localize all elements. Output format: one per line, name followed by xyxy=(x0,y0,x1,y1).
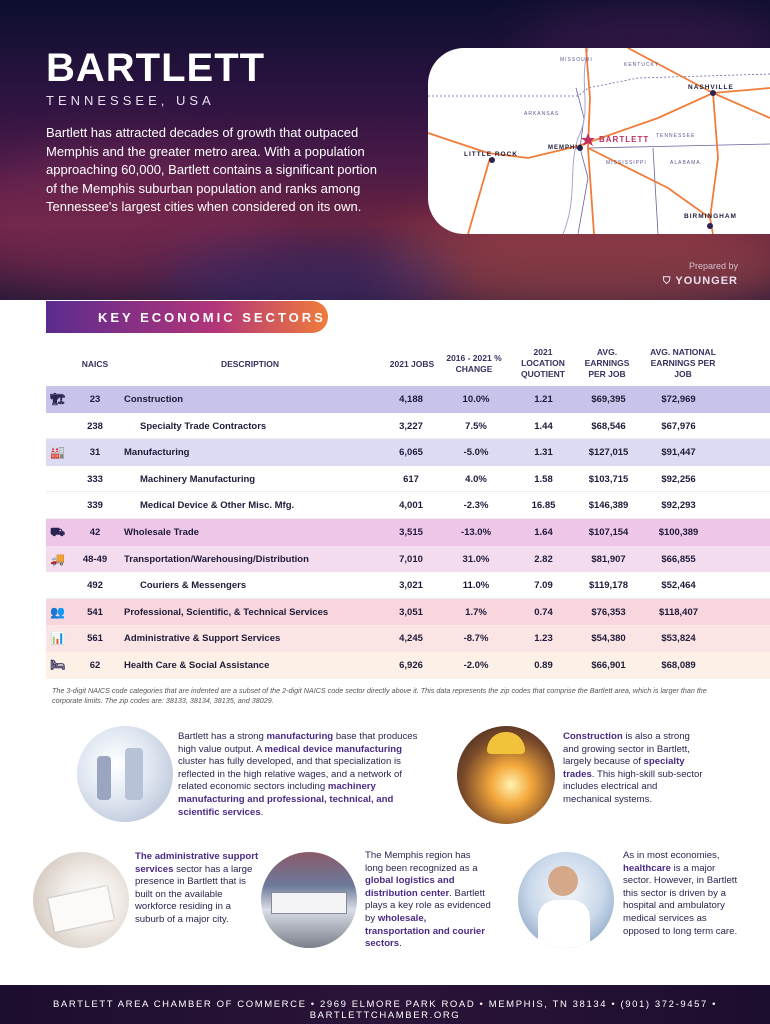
map-label-mississippi: MISSISSIPPI xyxy=(606,160,647,166)
map-label-birmingham: BIRMINGHAM xyxy=(684,213,737,220)
jobs-cell: 6,065 xyxy=(399,447,423,459)
description-cell: Specialty Trade Contractors xyxy=(140,420,267,432)
hero-banner xyxy=(0,0,770,300)
shield-icon: ⛉ xyxy=(662,276,672,287)
location-quotient-cell: 1.44 xyxy=(534,420,553,432)
change-cell: -13.0% xyxy=(460,527,492,538)
blurb-text: . xyxy=(260,806,264,818)
col-location-quotient: 2021 LOCATION QUOTIENT xyxy=(521,347,565,379)
earnings-cell: $107,154 xyxy=(588,527,629,538)
location-quotient-cell: 1.21 xyxy=(534,394,553,405)
map-label-nashville: NASHVILLE xyxy=(688,84,734,91)
earnings-cell: $127,015 xyxy=(588,447,629,459)
description-cell: Professional, Scientific, & Technical Services xyxy=(124,606,329,618)
blurb-text: . Bartlett plays a key role as evidenced by xyxy=(365,887,491,924)
naics-cell: 339 xyxy=(87,500,103,512)
hand-truck-icon: ⛟ xyxy=(50,525,66,539)
blurb-highlight: The administrative support services xyxy=(135,851,259,875)
blurb-text: base that produces high value output. A xyxy=(178,731,418,755)
naics-cell: 62 xyxy=(89,660,101,671)
location-quotient-cell: 7.09 xyxy=(534,580,553,592)
blurb-text: is a major sector. However, in Bartlett this sector is driven by a hospital and ambulatory medical services as opposed to long term care. xyxy=(623,862,738,937)
manufacturing-photo xyxy=(77,726,173,822)
blurb-text: cluster has fully developed, and that specialization is reflected in the high relative wages, and a network of related economic sectors including xyxy=(178,756,402,793)
people-icon: 👥 xyxy=(50,604,65,619)
description-cell: Machinery Manufacturing xyxy=(140,473,256,485)
jobs-cell: 4,188 xyxy=(399,394,423,405)
jobs-cell: 617 xyxy=(403,473,419,485)
page-subtitle: TENNESSEE, USA xyxy=(46,93,215,108)
national-earnings-cell: $72,969 xyxy=(661,394,696,405)
jobs-cell: 3,051 xyxy=(399,606,423,618)
earnings-cell: $68,546 xyxy=(591,420,626,432)
footer-bar: BARTLETT AREA CHAMBER OF COMMERCE • 2969 ELMORE PARK ROAD • MEMPHIS, TN 38134 • (901) 372-9457 • BARTLETTCHAMBER.ORG xyxy=(0,985,770,1024)
national-earnings-cell: $92,293 xyxy=(661,500,696,512)
map-label-kentucky: KENTUCKY xyxy=(624,62,660,68)
construction-photo xyxy=(457,726,555,824)
description-cell: Wholesale Trade xyxy=(124,527,199,538)
national-earnings-cell: $118,407 xyxy=(658,606,699,618)
naics-cell: 492 xyxy=(87,580,103,592)
table-row xyxy=(46,546,770,573)
naics-cell: 541 xyxy=(87,606,103,618)
administrative-blurb xyxy=(135,851,259,927)
location-quotient-cell: 1.23 xyxy=(534,633,553,645)
table-row xyxy=(46,519,770,546)
location-quotient-cell: 0.74 xyxy=(534,606,553,618)
jobs-cell: 3,021 xyxy=(399,580,423,592)
earnings-cell: $69,395 xyxy=(591,394,626,405)
table-row xyxy=(46,413,770,440)
blurb-highlight: manufacturing xyxy=(266,731,334,742)
naics-cell: 42 xyxy=(89,527,101,538)
administrative-photo xyxy=(33,852,129,948)
sectors-heading: KEY ECONOMIC SECTORS xyxy=(46,301,328,333)
jobs-cell: 6,926 xyxy=(399,660,423,671)
table-row xyxy=(46,625,770,652)
jobs-cell: 7,010 xyxy=(399,553,423,565)
blurb-highlight: machinery manufacturing and professional, technical, and scientific services xyxy=(178,781,394,818)
description-cell: Couriers & Messengers xyxy=(140,580,247,592)
description-cell: Manufacturing xyxy=(124,447,190,459)
national-earnings-cell: $100,389 xyxy=(658,527,699,538)
map-label-little-rock: LITTLE ROCK xyxy=(464,151,518,158)
location-quotient-cell: 0.89 xyxy=(534,660,553,671)
description-cell: Transportation/Warehousing/Distribution xyxy=(124,553,309,565)
national-earnings-cell: $52,464 xyxy=(661,580,696,592)
col-naics: NAICS xyxy=(81,359,109,369)
logistics-photo xyxy=(261,852,357,948)
earnings-cell: $119,178 xyxy=(588,580,629,592)
blurb-text: . xyxy=(399,938,402,950)
national-earnings-cell: $66,855 xyxy=(661,553,696,565)
change-cell: -5.0% xyxy=(463,447,489,459)
jobs-cell: 4,245 xyxy=(399,633,423,645)
description-cell: Construction xyxy=(124,394,184,405)
blurb-text: Bartlett has a strong xyxy=(178,731,267,742)
naics-cell: 333 xyxy=(87,473,103,485)
change-cell: 31.0% xyxy=(462,553,490,565)
national-earnings-cell: $68,089 xyxy=(661,660,696,671)
earnings-cell: $81,907 xyxy=(591,553,626,565)
table-row xyxy=(46,466,770,493)
naics-cell: 238 xyxy=(87,420,103,432)
map-label-missouri: MISSOURI xyxy=(560,57,593,63)
earnings-cell: $54,380 xyxy=(591,633,626,645)
change-cell: 4.0% xyxy=(465,473,487,485)
earnings-cell: $103,715 xyxy=(588,473,629,485)
table-row xyxy=(46,572,770,599)
blurb-text: is also a strong and growing sector in Bartlett, largely because of xyxy=(563,731,690,768)
col-national-earnings: AVG. NATIONAL EARNINGS PER JOB xyxy=(650,347,716,379)
change-cell: 11.0% xyxy=(462,580,490,592)
naics-cell: 23 xyxy=(89,394,101,405)
logistics-blurb xyxy=(365,850,491,951)
naics-cell: 31 xyxy=(89,447,101,459)
blurb-highlight: medical device manufacturing xyxy=(264,743,402,755)
national-earnings-cell: $67,976 xyxy=(661,420,696,432)
map-label-tennessee: TENNESSEE xyxy=(656,133,696,139)
construction-blurb xyxy=(563,731,703,807)
blurb-highlight: healthcare xyxy=(623,862,671,874)
change-cell: -2.3% xyxy=(463,500,489,512)
prepared-org: YOUNGER xyxy=(675,275,738,287)
description-cell: Administrative & Support Services xyxy=(124,633,281,645)
hospital-bed-icon: 🛏 xyxy=(50,658,66,672)
change-cell: 1.7% xyxy=(465,606,487,618)
table-row xyxy=(46,599,770,626)
earnings-cell: $66,901 xyxy=(591,660,626,671)
blurb-text: As in most economies, xyxy=(623,850,720,861)
blurb-text: The Memphis region has long been recognized as a xyxy=(365,850,478,874)
table-row xyxy=(46,386,770,413)
change-cell: 10.0% xyxy=(462,394,490,405)
national-earnings-cell: $91,447 xyxy=(661,447,696,459)
description-cell: Medical Device & Other Misc. Mfg. xyxy=(140,500,295,512)
location-quotient-cell: 2.82 xyxy=(534,553,553,565)
location-quotient-cell: 1.58 xyxy=(534,473,553,485)
page-title: BARTLETT xyxy=(46,46,266,90)
map-label-memphis: MEMPHIS xyxy=(548,145,584,151)
blurb-highlight: global logistics and distribution center xyxy=(365,875,455,899)
earnings-cell: $76,353 xyxy=(591,606,626,618)
col-change: 2016 - 2021 % CHANGE xyxy=(446,353,502,374)
healthcare-photo xyxy=(518,852,614,948)
national-earnings-cell: $53,824 xyxy=(661,633,696,645)
intro-text: Bartlett has attracted decades of growth that outpaced Memphis and the greater metro area. With a population approaching 60,000, Bartlett contains a significant portion of the Memphis suburban population and ranks among Tennessee's largest cities when considered on its own. xyxy=(46,125,377,214)
location-quotient-cell: 16.85 xyxy=(531,500,556,512)
manufacturing-blurb xyxy=(178,731,430,819)
jobs-cell: 3,515 xyxy=(399,527,423,538)
blurb-highlight: specialty trades xyxy=(563,756,685,780)
table-row xyxy=(46,652,770,679)
map-label-alabama: ALABAMA xyxy=(670,160,701,166)
location-quotient-cell: 1.64 xyxy=(534,527,553,538)
naics-cell: 561 xyxy=(87,633,103,645)
presenter-icon: 📊 xyxy=(50,631,65,646)
crane-icon: 🏗 xyxy=(50,392,66,406)
factory-icon: 🏭 xyxy=(50,445,65,460)
blurb-highlight: Construction xyxy=(563,731,623,742)
blurb-highlight: wholesale, transportation and courier sectors xyxy=(365,912,485,950)
blurb-text: . This high-skill sub-sector includes electrical and mechanical systems. xyxy=(563,768,703,805)
col-description: DESCRIPTION xyxy=(220,359,280,369)
prepared-by xyxy=(663,261,738,287)
healthcare-blurb xyxy=(623,850,743,938)
jobs-cell: 3,227 xyxy=(399,420,423,432)
earnings-cell: $146,389 xyxy=(588,500,629,512)
col-jobs: 2021 JOBS xyxy=(389,359,435,369)
national-earnings-cell: $92,256 xyxy=(661,473,696,485)
truck-icon: 🚚 xyxy=(50,551,65,566)
table-row xyxy=(46,492,770,519)
region-map xyxy=(428,48,770,234)
change-cell: -8.7% xyxy=(463,633,489,645)
map-label-bartlett: BARTLETT xyxy=(599,135,650,144)
location-quotient-cell: 1.31 xyxy=(534,447,553,459)
prepared-by-label: Prepared by xyxy=(688,261,738,271)
younger-logo xyxy=(663,275,738,287)
change-cell: -2.0% xyxy=(463,660,489,671)
col-earnings: AVG. EARNINGS PER JOB xyxy=(584,347,630,379)
table-row xyxy=(46,439,770,466)
blurb-text: sector has a large presence in Bartlett that is built on the available workforce residing in a suburb of a major city. xyxy=(135,863,253,925)
map-label-arkansas: ARKANSAS xyxy=(524,111,560,117)
jobs-cell: 4,001 xyxy=(399,500,423,512)
naics-cell: 48-49 xyxy=(82,553,108,565)
table-footnote: The 3-digit NAICS code categories that are indented are a subset of the 2-digit NAICS code sector directly above it. This data represents the zip codes that comprise the Bartlett area, which is larger than the corporate limits. The zip codes are: 38133, 38134, 38135, and 38029. xyxy=(52,686,707,705)
description-cell: Health Care & Social Assistance xyxy=(124,660,270,671)
change-cell: 7.5% xyxy=(465,420,487,432)
